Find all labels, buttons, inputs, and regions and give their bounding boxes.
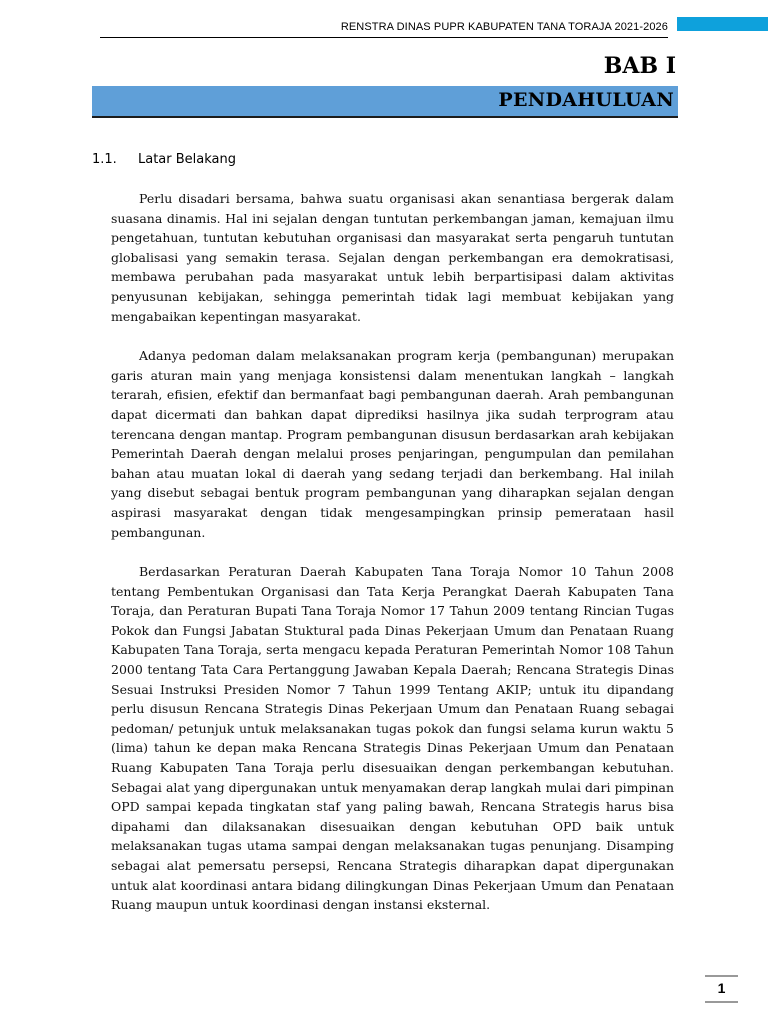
- chapter-label: BAB I: [603, 53, 676, 79]
- running-header: RENSTRA DINAS PUPR KABUPATEN TANA TORAJA 2021-2026: [340, 21, 668, 33]
- header-accent-bar: [677, 17, 768, 31]
- chapter-title: PENDAHULUAN: [498, 89, 674, 111]
- paragraph: Perlu disadari bersama, bahwa suatu organisasi akan senantiasa bergerak dalam suasana dinamis. Hal ini sejalan dengan tuntutan perkembangan jaman, kemajuan ilmu pengetahuan, tuntutan kebutuhan organisasi dan masyarakat serta pengaruh tuntutan globalisasi yang semakin terasa. Sejalan dengan perkembangan era demokratisasi, membawa perubahan pada masyarakat untuk lebih berpartisipasi dalam aktivitas penyusunan kebijakan, sehingga pemerintah tidak lagi membuat kebijakan yang mengabaikan kepentingan masyarakat.: [111, 191, 674, 324]
- page-number-rule-top: [705, 975, 738, 977]
- header-rule: [100, 37, 668, 38]
- section-title: Latar Belakang: [138, 152, 237, 167]
- paragraph: Berdasarkan Peraturan Daerah Kabupaten Tana Toraja Nomor 10 Tahun 2008 tentang Pembentukan Organisasi dan Tata Kerja Perangkat Daerah Kabupaten Tana Toraja, dan Peraturan Bupati Tana Toraja Nomor 17 Tahun 2009 tentang Rincian Tugas Pokok dan Fungsi Jabatan Stuktural pada Dinas Pekerjaan Umum dan Penataan Ruang Kabupaten Tana Toraja, serta mengacu kepada Peraturan Pemerintah Nomor 108 Tahun 2000 tentang Tata Cara Pertanggung Jawaban Kepala Daerah; Rencana Strategis Dinas Sesuai Instruksi Presiden Nomor 7 Tahun 1999 Tentang AKIP; untuk itu dipandang perlu disusun Rencana Strategis Dinas Pekerjaan Umum dan Penataan Ruang sebagai pedoman/ petunjuk untuk melaksanakan tugas pokok dan fungsi selama kurun waktu 5 (lima) tahun ke depan maka Rencana Strategis Dinas Pekerjaan Umum dan Penataan Ruang Kabupaten Tana Toraja perlu disesuaikan dengan perkembangan kebutuhan. Sebagai alat yang dipergunakan untuk menyamakan derap langkah mulai dari pimpinan OPD sampai kepada tingkatan staf yang paling bawah, Rencana Strategis harus bisa dipahami dan dilaksanakan disesuaikan dengan kebutuhan OPD baik untuk melaksanakan tugas utama sampai dengan melaksanakan tugas penunjang. Disamping sebagai alat pemersatu persepsi, Rencana Strategis diharapkan dapat dipergunakan untuk alat koordinasi antara bidang dilingkungan Dinas Pekerjaan Umum dan Penataan Ruang maupun untuk koordinasi dengan instansi eksternal.: [111, 564, 674, 913]
- page-number: 1: [717, 980, 726, 996]
- body-text: [111, 189, 674, 935]
- page-number-rule-bottom: [705, 1001, 738, 1003]
- paragraph: Adanya pedoman dalam melaksanakan program kerja (pembangunan) merupakan garis aturan main yang menjaga konsistensi dalam menentukan langkah – langkah terarah, efisien, efektif dan bermanfaat bagi pembangunan daerah. Arah pembangunan dapat dicermati dan bahkan dapat diprediksi hasilnya jika sudah terprogram atau terencana dengan mantap. Program pembangunan disusun berdasarkan arah kebijakan Pemerintah Daerah dengan melalui proses penjaringan, pengumpulan dan pemilahan bahan atau muatan lokal di daerah yang sedang terjadi dan berkembang. Hal inilah yang disebut sebagai bentuk program pembangunan yang diharapkan sejalan dengan aspirasi masyarakat dengan tidak mengesampingkan prinsip pemerataan hasil pembangunan.: [111, 348, 674, 540]
- chapter-title-bar: [92, 86, 678, 118]
- section-number: 1.1.: [92, 152, 117, 167]
- section-heading: [92, 152, 236, 167]
